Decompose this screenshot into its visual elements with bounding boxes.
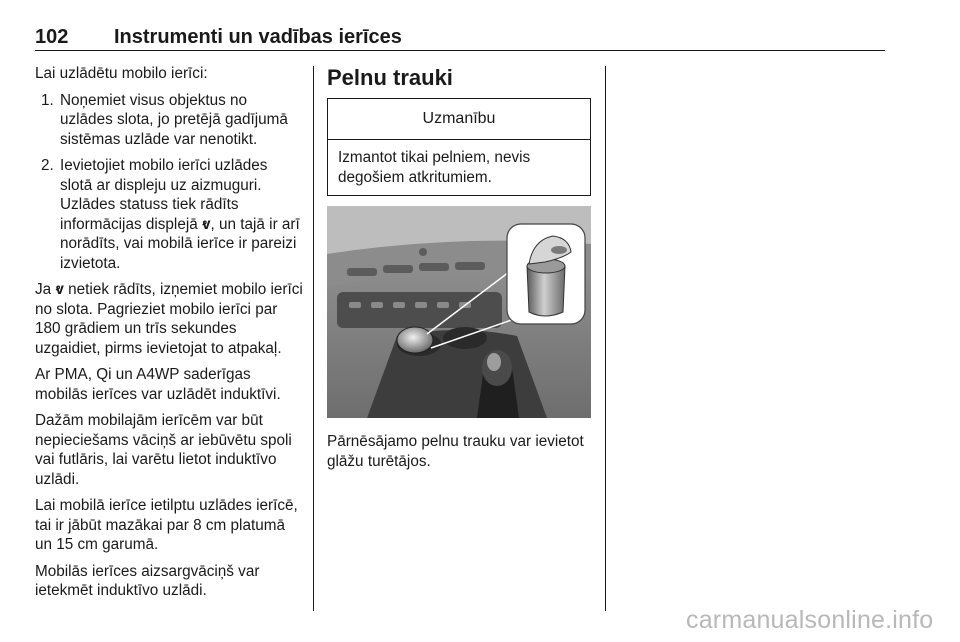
- warning-heading: Uzmanību: [328, 99, 590, 140]
- warning-box: [327, 98, 591, 196]
- chapter-title: Instrumenti un vadības ierīces: [114, 26, 402, 48]
- column-divider-1: [313, 66, 314, 611]
- page-header: [35, 24, 885, 51]
- intro-text: Lai uzlādētu mobilo ierīci:: [35, 65, 208, 82]
- column-divider-2: [605, 66, 606, 611]
- paragraph-ja: [35, 280, 303, 358]
- step-text-cont: , un tajā ir arī norādīts, vai mobilā ierīce ir pareizi izvietota.: [60, 215, 300, 272]
- watermark-text: carmanualsonline.info: [686, 606, 934, 634]
- charging-status-icon: ⱴ: [55, 281, 64, 298]
- page-number: 102: [35, 26, 69, 48]
- middle-column: [327, 64, 593, 486]
- ashtray-photo: [327, 206, 591, 418]
- paragraph-pma: Ar PMA, Qi un A4WP saderīgas mobilās ierīces var uzlādēt induktīvi.: [35, 366, 281, 403]
- section-title: Pelnu trauki: [327, 65, 453, 90]
- step-text: Ievietojiet mobilo ierīci uzlādes slotā ar displeju uz aizmuguri. Uzlādes statuss tiek rādīts informācijas displejā: [60, 157, 268, 233]
- paragraph-dazam: Dažām mobilajām ierīcēm var būt nepieciešams vāciņš ar iebūvētu spoli vai futlāris, lai varētu lietot induktīvo uzlādi.: [35, 412, 292, 488]
- step-1: [41, 91, 303, 150]
- step-2: [41, 156, 303, 273]
- para-text: Ja: [35, 281, 56, 298]
- paragraph-cover: Mobilās ierīces aizsargvāciņš var ietekmēt induktīvo uzlādi.: [35, 562, 260, 599]
- charging-status-icon: ⱴ: [201, 215, 211, 233]
- photo-caption: Pārnēsājamo pelnu trauku var ievietot glāžu turētājos.: [327, 433, 584, 470]
- left-column: [35, 64, 303, 608]
- warning-text: Izmantot tikai pelniem, nevis degošiem atkritumiem.: [338, 149, 531, 186]
- charging-steps: [35, 91, 303, 274]
- para-text-cont: netiek rādīts, izņemiet mobilo ierīci no slota. Pagrieziet mobilo ierīci par 180 grādiem un trīs sekundes uzgaidiet, pirms ievietojat to atpakaļ.: [35, 281, 303, 357]
- step-text: Noņemiet visus objektus no uzlādes slota, jo pretējā gadījumā sistēmas uzlāde var nenotikt.: [60, 91, 288, 148]
- step-number: 1.: [41, 91, 54, 109]
- paragraph-size: Lai mobilā ierīce ietilptu uzlādes ierīcē, tai ir jābūt mazākai par 8 cm platumā un 15 cm garumā.: [35, 497, 298, 553]
- step-number: 2.: [41, 157, 54, 174]
